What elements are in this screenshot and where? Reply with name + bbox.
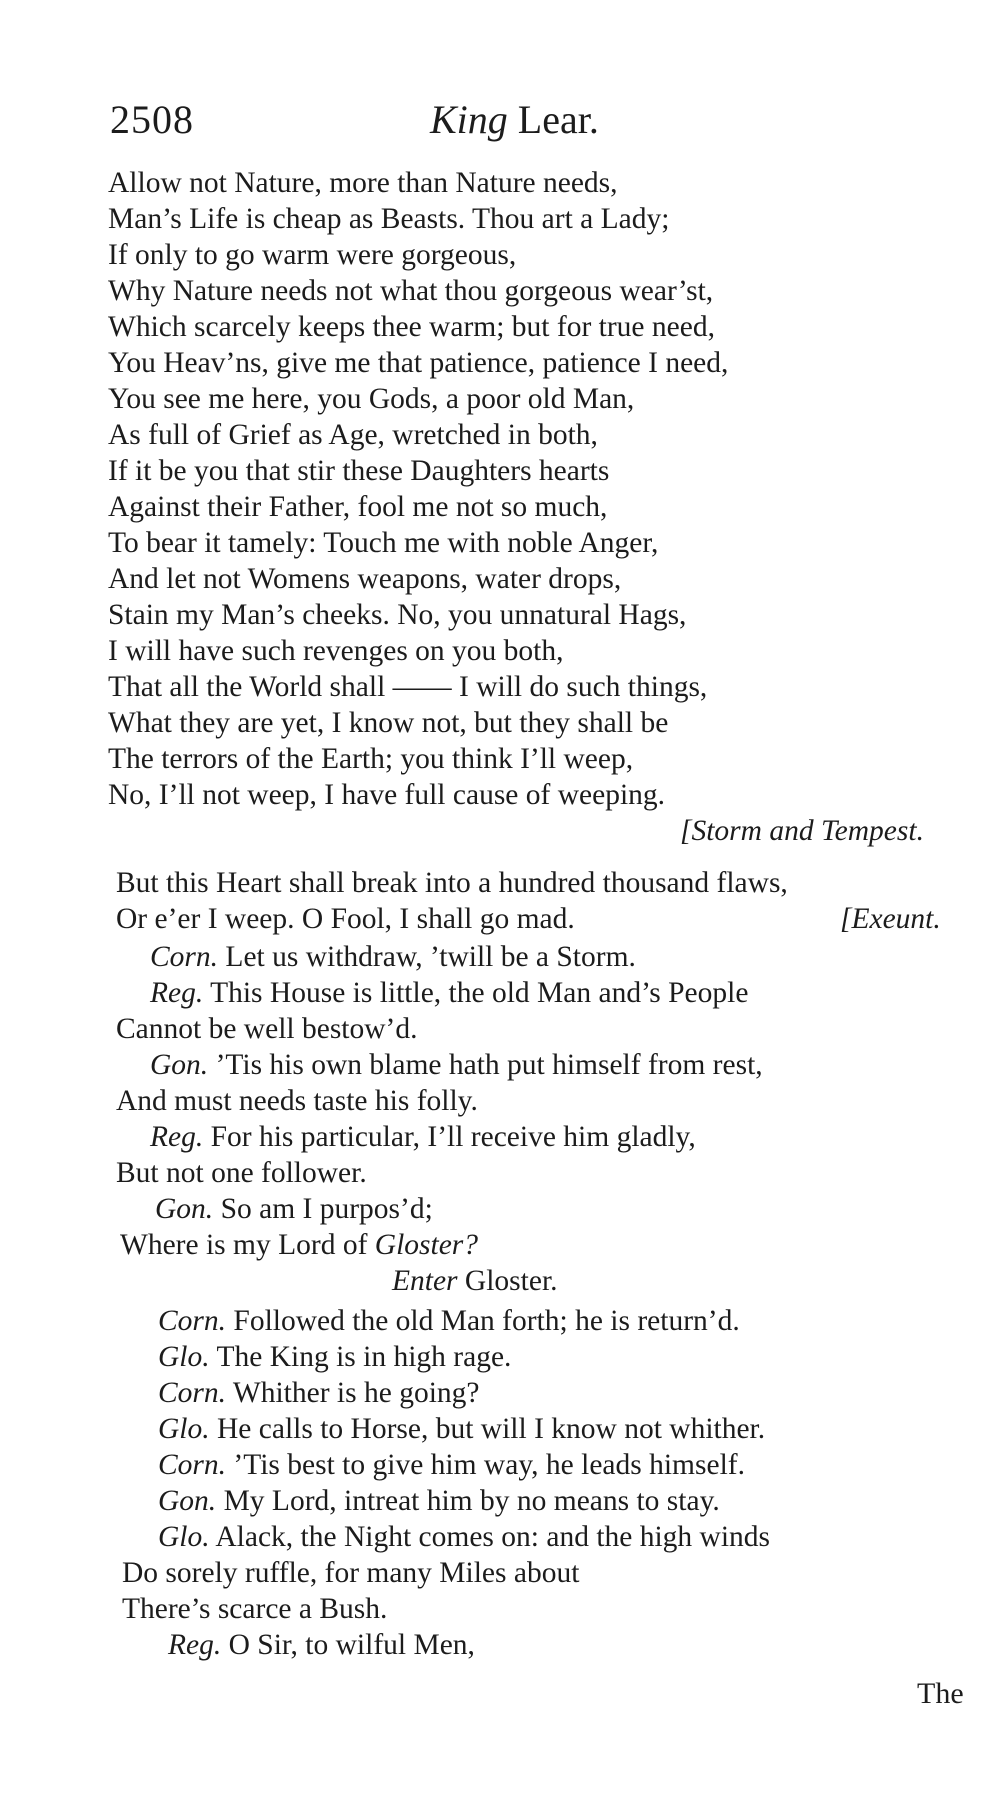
dialogue-line: [150, 1119, 696, 1155]
stage-direction-exeunt: [Exeunt.: [840, 903, 941, 935]
enter-word: Enter: [392, 1265, 458, 1297]
verse-line: As full of Grief as Age, wretched in both,: [108, 419, 598, 451]
dialogue-line: [158, 1375, 479, 1411]
dialogue-line: [150, 939, 636, 975]
dialogue-line: [122, 1555, 579, 1591]
page-number: 2508: [110, 97, 194, 142]
speech-text: Whither is he going?: [232, 1377, 480, 1409]
speech-text: Where is my Lord of: [120, 1229, 375, 1261]
speech-text: Do sorely ruffle, for many Miles about: [122, 1557, 580, 1589]
verse-line: That all the World shall —— I will do such things,: [108, 671, 708, 703]
speech-text: ’Tis best to give him way, he leads himself.: [233, 1449, 745, 1481]
speaker-name: Glo.: [158, 1521, 210, 1553]
verse-line: To bear it tamely: Touch me with noble Anger,: [108, 527, 659, 559]
speech-text: O Sir, to wilful Men,: [228, 1629, 475, 1661]
running-title-roman: Lear.: [517, 97, 599, 142]
speech-text: Alack, the Night comes on: and the high winds: [215, 1521, 771, 1553]
dialogue-line: [150, 975, 748, 1011]
speaker-name: Reg.: [168, 1629, 222, 1661]
speaker-name: Glo.: [158, 1413, 210, 1445]
dialogue-line: [116, 1155, 367, 1191]
dialogue-line: [158, 1447, 745, 1483]
speech-text: He calls to Horse, but will I know not whither.: [217, 1413, 766, 1445]
speaker-name: Gon.: [155, 1193, 214, 1225]
speech-text: Let us withdraw, ’twill be a Storm.: [225, 941, 636, 973]
verse-line: I will have such revenges on you both,: [108, 635, 564, 667]
speaker-name: Glo.: [158, 1341, 210, 1373]
verse-line: Stain my Man’s cheeks. No, you unnatural Hags,: [108, 599, 687, 631]
speaker-name: Gon.: [150, 1049, 209, 1081]
speaker-name: Corn.: [158, 1449, 227, 1481]
dialogue-line: [158, 1519, 770, 1555]
verse-line: Or e’er I weep. O Fool, I shall go mad.: [116, 903, 575, 935]
speech-text: But not one follower.: [116, 1157, 367, 1189]
verse-line: Why Nature needs not what thou gorgeous wear’st,: [108, 275, 714, 307]
speech-text: ’Tis his own blame hath put himself from rest,: [215, 1049, 763, 1081]
verse-line: No, I’ll not weep, I have full cause of weeping.: [108, 779, 666, 811]
speech-text: For his particular, I’ll receive him gladly,: [210, 1121, 696, 1153]
verse-line: Man’s Life is cheap as Beasts. Thou art a Lady;: [108, 203, 670, 235]
dialogue-line: [158, 1339, 511, 1375]
speaker-name: Corn.: [150, 941, 219, 973]
speaker-name: Reg.: [150, 1121, 204, 1153]
running-title: [430, 96, 599, 143]
dialogue-line: [120, 1227, 478, 1263]
speech-text: My Lord, intreat him by no means to stay.: [223, 1485, 720, 1517]
speech-text: And must needs taste his folly.: [116, 1085, 478, 1117]
page-header: [110, 96, 870, 146]
dialogue-line: [158, 1483, 720, 1519]
stage-direction-enter: [392, 1263, 558, 1299]
verse-line: What they are yet, I know not, but they shall be: [108, 707, 669, 739]
stage-direction-storm: [Storm and Tempest.: [680, 815, 924, 847]
speech-text: There’s scarce a Bush.: [122, 1593, 388, 1625]
verse-line: You Heav’ns, give me that patience, patience I need,: [108, 347, 729, 379]
dialogue-line: [158, 1303, 740, 1339]
verse-line: But this Heart shall break into a hundred thousand flaws,: [116, 867, 788, 899]
speaker-name: Gon.: [158, 1485, 217, 1517]
dialogue-line: [155, 1191, 433, 1227]
speaker-name: Corn.: [158, 1305, 227, 1337]
dialogue-line: [116, 1083, 478, 1119]
verse-line: The terrors of the Earth; you think I’ll weep,: [108, 743, 634, 775]
verse-line: Allow not Nature, more than Nature needs,: [108, 167, 618, 199]
enter-name: Gloster.: [464, 1265, 558, 1297]
dialogue-line: [122, 1591, 387, 1627]
speech-text: So am I purpos’d;: [220, 1193, 433, 1225]
verse-line: If it be you that stir these Daughters hearts: [108, 455, 610, 487]
verse-line: If only to go warm were gorgeous,: [108, 239, 517, 271]
speaker-name: Corn.: [158, 1377, 227, 1409]
verse-line: You see me here, you Gods, a poor old Man,: [108, 383, 635, 415]
speech-text: This House is little, the old Man and’s People: [210, 977, 749, 1009]
dialogue-line: [168, 1627, 475, 1663]
verse-line: Which scarcely keeps thee warm; but for true need,: [108, 311, 715, 343]
speaker-name: Reg.: [150, 977, 204, 1009]
running-title-italic: King: [430, 97, 508, 142]
dialogue-line: [116, 1011, 418, 1047]
dialogue-line: [158, 1411, 765, 1447]
dialogue-line: [150, 1047, 763, 1083]
speech-text: Cannot be well bestow’d.: [116, 1013, 418, 1045]
speech-text: Followed the old Man forth; he is return’d.: [233, 1305, 740, 1337]
verse-line: Against their Father, fool me not so much,: [108, 491, 608, 523]
speech-text: The King is in high rage.: [216, 1341, 512, 1373]
catchword: The: [917, 1677, 964, 1710]
gloster-italic: Gloster?: [374, 1229, 479, 1261]
verse-line: And let not Womens weapons, water drops,: [108, 563, 622, 595]
